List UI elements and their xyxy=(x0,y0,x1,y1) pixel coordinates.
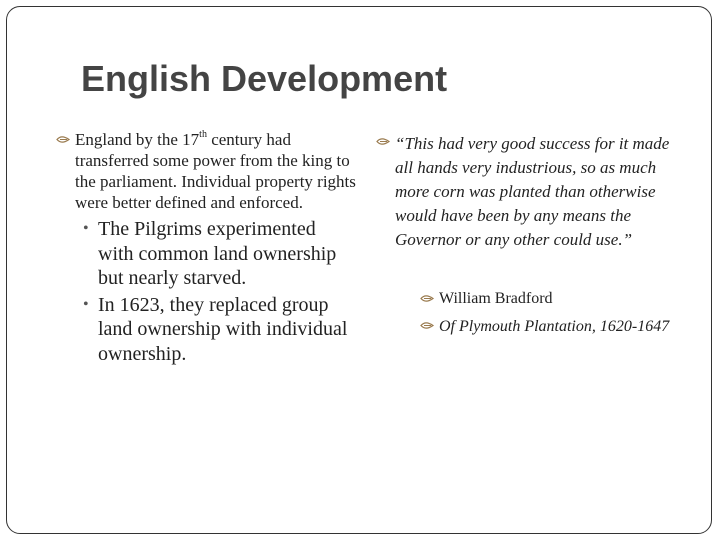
subbullet-text: In 1623, they replaced group land ownership with individual ownership. xyxy=(98,293,348,365)
subbullet-1623 xyxy=(56,293,356,367)
superscript-th: th xyxy=(199,129,207,140)
subbullet-pilgrims xyxy=(56,217,356,291)
source-text: Of Plymouth Plantation, 1620-1647 xyxy=(439,318,670,335)
arrow-bullet-icon xyxy=(420,294,434,303)
slide-title: English Development xyxy=(81,58,448,99)
left-column xyxy=(56,129,356,366)
author-name: William Bradford xyxy=(439,290,553,307)
arrow-bullet-icon xyxy=(56,135,70,144)
bullet-text-after: century had transferred some power from the king to the parliament. Individual property rights were better defined and enforced. xyxy=(75,130,356,212)
quote-author xyxy=(376,286,676,312)
subbullet-text: The Pilgrims experimented with common land ownership but nearly starved. xyxy=(98,218,337,289)
bullet-england xyxy=(56,129,356,213)
dot-bullet-icon: • xyxy=(83,220,89,237)
quote-source xyxy=(376,316,676,337)
bradford-quote xyxy=(376,132,676,252)
dot-bullet-icon: • xyxy=(83,295,89,313)
arrow-bullet-icon xyxy=(376,137,390,146)
quote-text: “This had very good success for it made all hands very industrious, so as much more corn was planted than otherwise would have been by any means the Governor or any other could use.” xyxy=(395,134,670,249)
right-column xyxy=(376,132,676,337)
bullet-text-before: England by the 17 xyxy=(75,130,200,149)
arrow-bullet-icon xyxy=(420,321,434,330)
